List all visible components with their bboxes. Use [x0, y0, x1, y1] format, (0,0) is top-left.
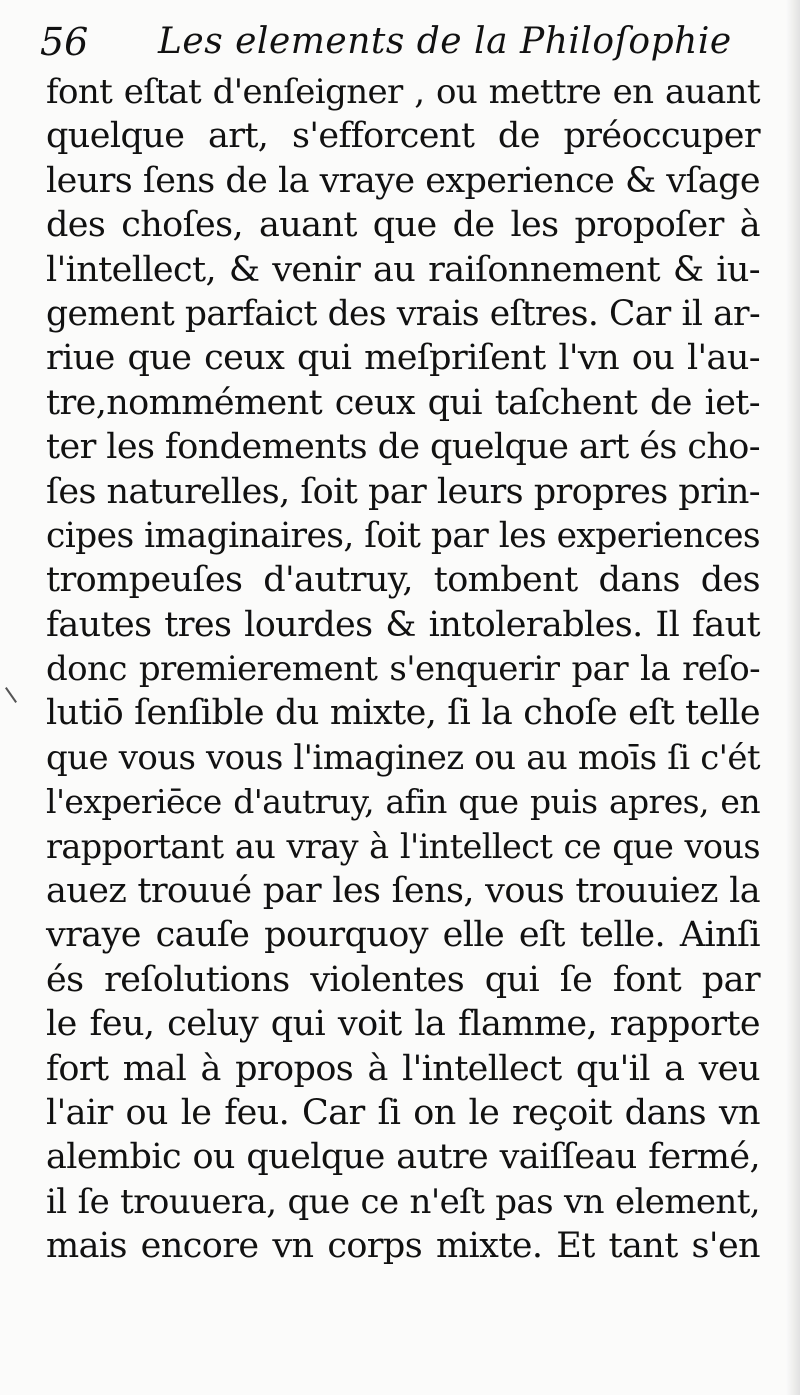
text-line: ter les fondements de quelque art és cho-: [46, 427, 760, 468]
text-line: l'air ou le feu. Car ſi on le reçoit dans vn: [46, 1092, 760, 1133]
text-line: fautes tres lourdes & intolerables. Il faut: [46, 604, 760, 645]
text-line: des choſes, auant que de les propoſer à: [46, 205, 760, 246]
text-line: és reſolutions violentes qui ſe font par: [46, 959, 760, 1000]
text-line: quelque art, s'efforcent de préoccuper: [46, 116, 760, 157]
text-line: ſes naturelles, ſoit par leurs propres prin-: [46, 471, 760, 512]
text-line: il ſe trouuera, que ce n'eſt pas vn element,: [46, 1181, 760, 1222]
text-line: lutiō ſenſible du mixte, ſi la choſe eſt telle: [46, 693, 760, 734]
text-line: l'intellect, & venir au raiſonnement & iu-: [46, 249, 760, 290]
text-line: fort mal à propos à l'intellect qu'il a veu: [46, 1048, 760, 1089]
text-line: mais encore vn corps mixte. Et tant s'en: [46, 1226, 760, 1267]
text-line: que vous vous l'imaginez ou au moīs ſi c'ét: [46, 737, 760, 778]
text-line: trompeuſes d'autruy, tombent dans des: [46, 560, 760, 601]
margin-mark: [5, 687, 17, 703]
text-line: riue que ceux qui meſpriſent l'vn ou l'au-: [46, 338, 760, 379]
text-line: auez trouué par les ſens, vous trouuiez la: [46, 871, 760, 912]
running-head: [40, 14, 760, 70]
text-line: rapportant au vray à l'intellect ce que vous: [46, 826, 760, 866]
running-title: Les elements de la Philoſophie: [158, 21, 732, 62]
page-number: 56: [40, 20, 89, 64]
text-line: cipes imaginaires, ſoit par les experiences: [46, 515, 760, 556]
text-line: font eſtat d'enſeigner , ou mettre en auant: [46, 72, 760, 112]
text-line: gement parfaict des vrais eſtres. Car il ar-: [46, 293, 760, 334]
bleed-through-area: [46, 1330, 760, 1380]
text-line: donc premierement s'enquerir par la reſo-: [46, 649, 760, 690]
body-text: [46, 70, 760, 1269]
text-line: leurs ſens de la vraye experience & vſage: [46, 160, 760, 201]
text-line: vraye cauſe pourquoy elle eſt telle. Ainſi: [46, 915, 760, 956]
text-line: le feu, celuy qui voit la flamme, rapporte: [46, 1004, 760, 1045]
text-line: l'experiēce d'autruy, afin que puis apres, en: [46, 782, 760, 822]
text-line: alembic ou quelque autre vaiſſeau fermé,: [46, 1137, 760, 1178]
scan-edge-shadow: [786, 0, 800, 1395]
text-line: tre,nommément ceux qui taſchent de iet-: [46, 382, 760, 423]
